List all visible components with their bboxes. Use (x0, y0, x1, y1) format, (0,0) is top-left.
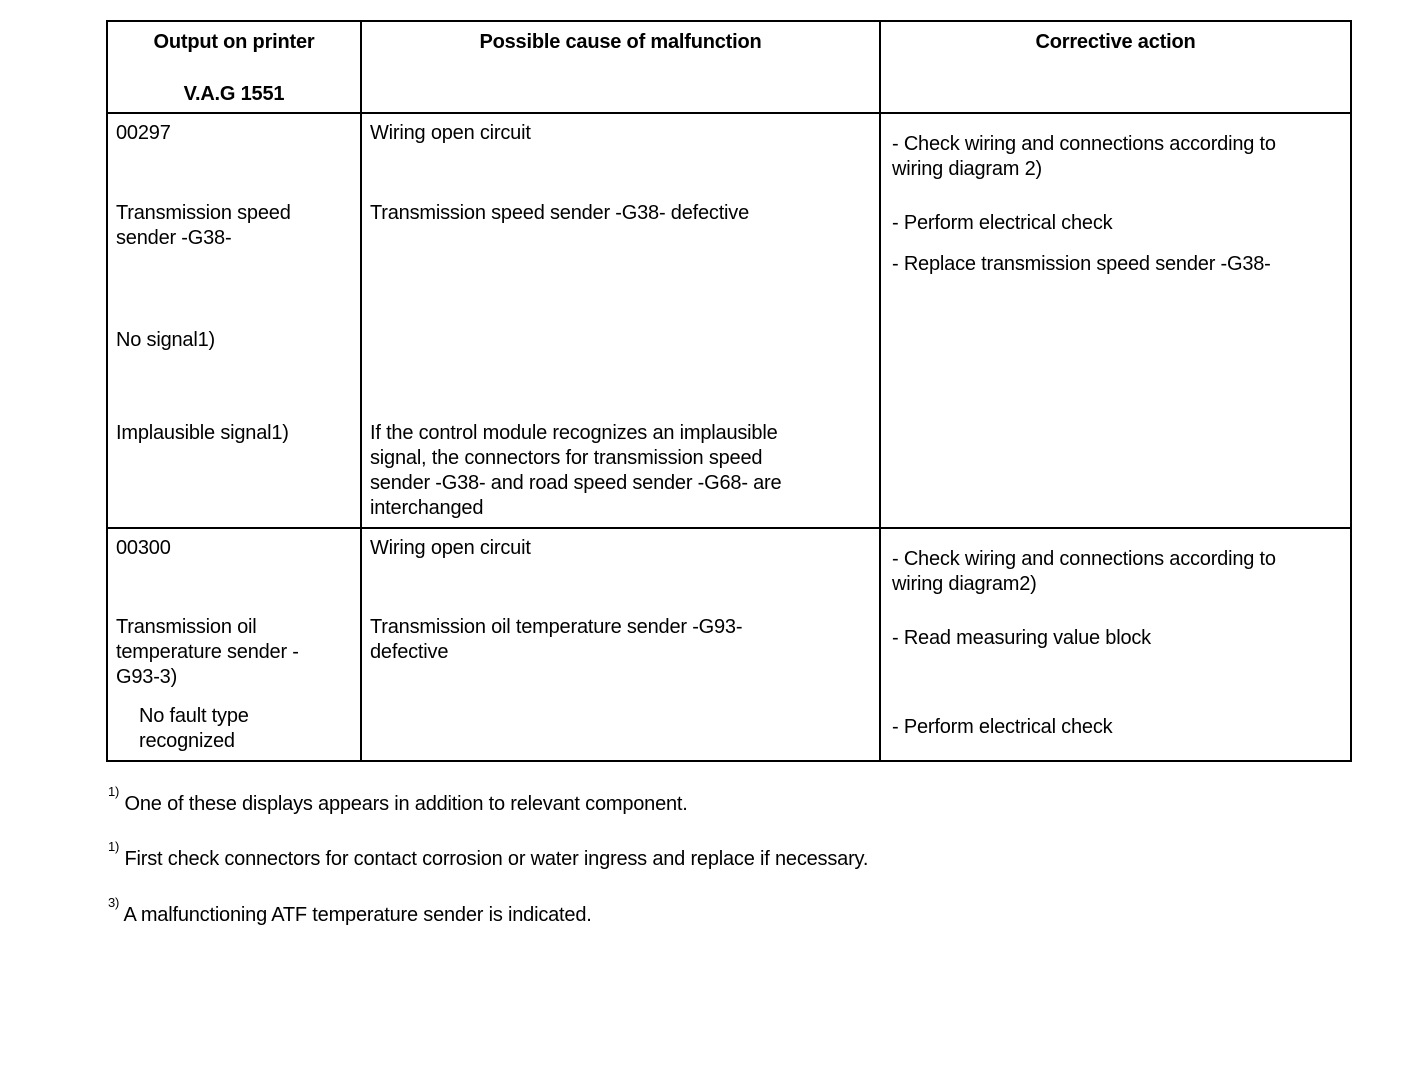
fault-code: 00300 (116, 537, 171, 559)
column-divider-2 (879, 20, 881, 762)
cause-text: Transmission speed sender -G38- defective (370, 202, 750, 224)
cause-text: signal, the connectors for transmission speed (370, 447, 763, 469)
cause-text: sender -G38- and road speed sender -G68- are (370, 472, 782, 494)
fault-type: Implausible signal1) (116, 422, 289, 444)
component-name: sender -G38- (116, 227, 232, 249)
cause-text: defective (370, 641, 449, 663)
footnote-mark: 3) (108, 895, 120, 910)
component-name: Transmission speed (116, 202, 291, 224)
header-action: Corrective action (1035, 31, 1196, 53)
footnote-text: First check connectors for contact corrosion or water ingress and replace if necessary. (124, 848, 869, 870)
action-text: - Check wiring and connections according to (892, 548, 1276, 570)
header-output-device: V.A.G 1551 (183, 83, 285, 105)
row-divider (106, 527, 1352, 529)
header-divider (106, 112, 1352, 114)
action-text: wiring diagram2) (892, 573, 1037, 595)
component-name: G93-3) (116, 666, 178, 688)
cause-text: Transmission oil temperature sender -G93- (370, 616, 743, 638)
action-text: - Check wiring and connections according to (892, 133, 1276, 155)
footnote (108, 839, 869, 872)
fault-code: 00297 (116, 122, 171, 144)
cause-text: If the control module recognizes an implausible (370, 422, 778, 444)
action-text: - Read measuring value block (892, 627, 1151, 649)
table-border-top (106, 20, 1352, 22)
footnote (108, 895, 592, 928)
footnote-text: A malfunctioning ATF temperature sender is indicated. (123, 904, 592, 926)
cause-text: interchanged (370, 497, 484, 519)
footnote (108, 784, 688, 817)
fault-type: No signal1) (116, 329, 215, 351)
action-text: - Replace transmission speed sender -G38- (892, 253, 1271, 275)
fault-type: No fault type (139, 705, 249, 727)
table-border-bottom (106, 760, 1352, 762)
header-output: Output on printer (153, 31, 315, 53)
footnote-mark: 1) (108, 784, 120, 799)
footnote-text: One of these displays appears in addition to relevant component. (124, 793, 688, 815)
component-name: temperature sender - (116, 641, 299, 663)
column-divider-1 (360, 20, 362, 762)
action-text: wiring diagram 2) (892, 158, 1042, 180)
action-text: - Perform electrical check (892, 716, 1113, 738)
fault-type: recognized (139, 730, 235, 752)
footnote-mark: 1) (108, 839, 120, 854)
table-border-right (1350, 20, 1352, 762)
header-cause: Possible cause of malfunction (479, 31, 762, 53)
component-name: Transmission oil (116, 616, 257, 638)
cause-text: Wiring open circuit (370, 537, 531, 559)
cause-text: Wiring open circuit (370, 122, 531, 144)
table-border-left (106, 20, 108, 762)
action-text: - Perform electrical check (892, 212, 1113, 234)
